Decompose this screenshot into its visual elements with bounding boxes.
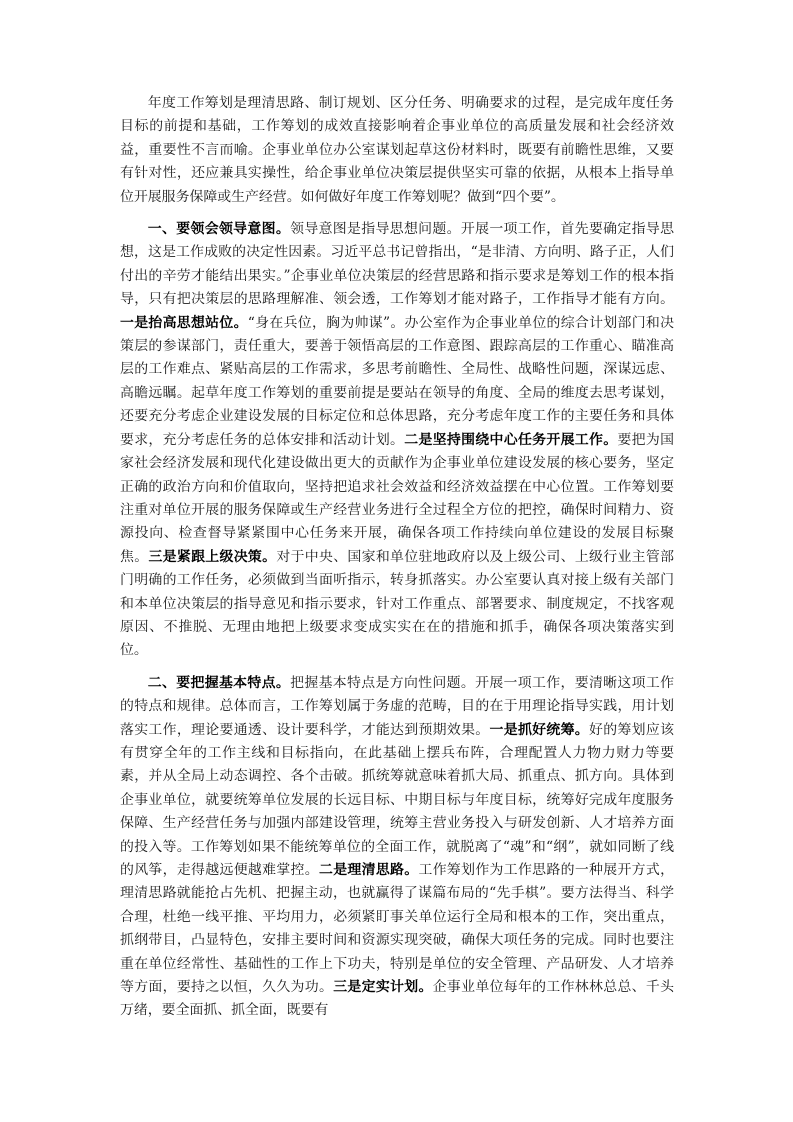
paragraph-text: “身在兵位，胸为帅谋”。办公室作为企事业单位的综合计划部门和决策层的参谋部门，责任重大，要善于领悟高层的工作意图、跟踪高层的工作重心、瞄准高层的工作难点、紧贴高层的工作需求，多思考前瞻性、全局性、战略性问题，深谋远虑、高瞻远瞩。起草年度工作筹划的重要前提是要站在领导的角度、全局的维度去思考谋划，还要充分考虑企业建设发展的目标定位和总体思路，充分考虑年度工作的主要任务和具体要求，充分考虑任务的总体安排和活动计划。 (120, 314, 674, 448)
paragraph-1 (120, 92, 674, 209)
bold-heading: 二、要把握基本特点。 (147, 674, 291, 691)
paragraph-2 (120, 218, 674, 663)
paragraph-text: 好的筹划应该有贯穿全年的工作主线和目标指向，在此基础上摆兵布阵，合理配置人力物力财力等要素，并从全局上动态调控、各个击破。抓统筹就意味着抓大局、抓重点、抓方向。具体到企事业单位，就要统筹单位发展的长远目标、中期目标与年度目标，统筹好完成年度服务保障、生产经营任务与加强内部建设管理，统筹主营业务投入与研发创新、人才培养方面的投入等。工作筹划如果不能统筹单位的全面工作，就脱离了“魂”和“纲”，就如同断了线的风筝，走得越远便越难掌控。 (120, 721, 674, 878)
paragraph-text: 年度工作筹划是理清思路、制订规划、区分任务、明确要求的过程，是完成年度任务目标的前提和基础，工作筹划的成效直接影响着企事业单位的高质量发展和社会经济效益，重要性不言而喻。企事业单位办公室谋划起草这份材料时，既要有前瞻性思维，又要有针对性，还应兼具实操性，给企事业单位决策层提供坚实可靠的依据，从根本上指导单位开展服务保障或生产经营。如何做好年度工作筹划呢？做到“四个要”。 (120, 95, 674, 205)
paragraph-text: 企事业单位每年的工作林林总总、千头万绪，要全面抓、抓全面，既要有 (120, 979, 674, 1019)
bold-heading: 二是理清思路。 (318, 862, 419, 878)
paragraph-text: 把握基本特点是方向性问题。开展一项工作，要清晰这项工作的特点和规律。总体而言，工作筹划属于务虚的范畴，目的在于用理论指导实践，用计划落实工作，理论要通透、设计要科学，才能达到预期效果。 (120, 674, 674, 738)
bold-heading: 一是抓好统筹。 (489, 721, 590, 738)
bold-heading: 二是坚持围绕中心任务开展工作。 (404, 431, 618, 448)
bold-heading: 一、要领会领导意图。 (147, 221, 291, 238)
paragraph-3 (120, 672, 674, 1023)
bold-heading: 三是紧跟上级决策。 (148, 548, 277, 565)
paragraph-text: 工作筹划作为工作思路的一种展开方式，理清思路就能抢占先机、把握主动，也就赢得了谋篇布局的“先手棋”。要方法得当、科学合理，杜绝一线平推、平均用力，必须紧盯事关单位运行全局和根本的工作，突出重点，抓纲带目，凸显特色，安排主要时间和资源实现突破，确保大项任务的完成。同时也要注重在单位经常性、基础性的工作上下功夫，特别是单位的安全管理、产品研发、人才培养等方面，要持之以恒，久久为功。 (120, 862, 674, 996)
bold-heading: 三是定实计划。 (333, 979, 433, 996)
bold-heading: 一是抬高思想站位。 (120, 314, 248, 331)
paragraph-text: 对于中央、国家和单位驻地政府以及上级公司、上级行业主管部门明确的工作任务，必须做到当面听指示，转身抓落实。办公室要认真对接上级有关部门和本单位决策层的指导意见和指示要求，针对工作重点、部署要求、制度规定，不找客观原因、不推脱、无理由地把上级要求变成实实在在的措施和抓手，确保各项决策落实到位。 (120, 548, 674, 659)
paragraph-text: 领导意图是指导思想问题。开展一项工作，首先要确定指导思想，这是工作成败的决定性因素。习近平总书记曾指出，“是非清、方向明、路子正，人们付出的辛劳才能结出果实。”企事业单位决策层的经营思路和指示要求是筹划工作的根本指导，只有把决策层的思路理解准、领会透，工作筹划才能对路子，工作指导才能有方向。 (120, 221, 674, 308)
paragraph-text: 要把为国家社会经济发展和现代化建设做出更大的贡献作为企事业单位建设发展的核心要务，坚定正确的政治方向和价值取向，坚持把追求社会效益和经济效益摆在中心位置。工作筹划要注重对单位开展的服务保障或生产经营业务进行全过程全方位的把控，确保时间精力、资源投向、检查督导紧紧围中心任务来开展，确保各项工作持续向单位建设的发展目标聚焦。 (120, 431, 674, 565)
document-page (120, 92, 674, 1032)
